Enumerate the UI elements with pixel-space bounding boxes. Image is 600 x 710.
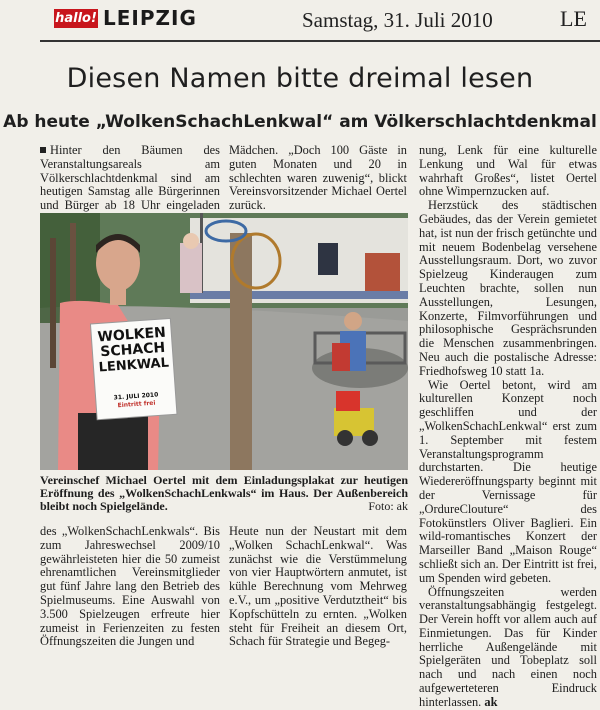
article-text: Heute nun der Neustart mit dem „Wolken SchachLenkwal“. Was zunächst wie die Verstümmelung von vier Hauptwörtern anmutet, ist kühle Berechnung vom Mehrweg e.V., um „positive Verdutztheit“ bis Kopfschütteln zu ernten. „Wolken steht für Freiheit an diesem Ort, Schach für Strategie und Begeg- bbox=[229, 524, 407, 649]
poster-line: WOLKEN bbox=[97, 324, 167, 346]
poster-date: 31. JULI 2010 bbox=[113, 391, 159, 402]
poster-small-text: Eintritt frei bbox=[117, 399, 156, 410]
bullet-icon bbox=[40, 147, 46, 153]
photo-caption bbox=[40, 474, 408, 513]
article-text: des „WolkenSchachLenkwals“. Bis zum Jahreswechsel 2009/10 gewährleisteten hier die 50 zumeist ehrenamtlichen Vereinsmitglieder gut fünf Jahre lang den Betrieb des Spielmuseums. Eine Auswahl von 3.500 Spielzeugen erfreute hier zumeist in Ferienzeiten zu festen Öffnungszeiten die Jungen und bbox=[40, 524, 220, 649]
hallo-logo: hallo! bbox=[55, 11, 97, 26]
article-text: Hinter den Bäumen des Veranstaltungsareals am Völkerschlachtdenkmal sind am heutigen Samstag alle Bürgerinnen und Bürger ab 18 Uhr eingeladen bbox=[40, 143, 220, 213]
author-signoff: ak bbox=[484, 694, 498, 709]
article-text: Mädchen. „Doch 100 Gäste in guten Monaten und 20 in schlechten waren zuwenig“, blickt Vereinsvorsitzender Michael Oertel zurück. bbox=[229, 143, 407, 213]
article-photo bbox=[40, 213, 408, 470]
article-column-1-bottom bbox=[40, 525, 220, 649]
masthead-edge-text: LE bbox=[560, 6, 587, 31]
poster bbox=[91, 317, 178, 418]
issue-date: Samstag, 31. Juli 2010 bbox=[302, 8, 493, 32]
poster-line: LENKWAL bbox=[98, 355, 170, 376]
article-paragraph: Herzstück des städtischen Gebäudes, das der Verein gemietet hat, ist nun der frisch getünchte und mit neuem Bodenbelag versehene Ausstellungsraum. Dort, wo zuvor Spielzeug Kinderaugen zum Leuchten brachte, sollen nun Ausstellungen, Lesungen, Konzerte, Filmvorführungen und philosophische Gesprächsrunden die Menschen zusammenbringen. Neu auch die postalische Adresse: Friedhofsweg 10 statt 1a. bbox=[419, 198, 597, 378]
logo-city: LEIPZIG bbox=[103, 6, 197, 30]
subheadline: Ab heute „WolkenSchachLenkwal“ am Völkerschlachtdenkmal bbox=[3, 112, 597, 132]
article-column-3 bbox=[419, 144, 597, 710]
article-paragraph: Wie Oertel betont, wird am kulturellen Konzept noch geschliffen und der „WolkenSchachLenkwal“ erst zum 1. September mit festem Veranstaltungsprogramm durchstarten. Die heutige Wiedereröffnungsparty beginnt mit der Vernissage für „OrdureClouture“ des Fotokünstlers Oliver Baglieri. Ein wild-romantisches Konzert der Marseiller Band „Maison Rouge“ schließt sich an. Der Eintritt ist frei, um Spenden wird gebeten. bbox=[419, 377, 597, 585]
article-column-2-top bbox=[229, 144, 407, 213]
headline: Diesen Namen bitte dreimal lesen bbox=[66, 63, 534, 94]
poster-line: SCHACH bbox=[99, 339, 166, 361]
article-column-2-bottom bbox=[229, 525, 407, 649]
photo-credit: Foto: ak bbox=[368, 499, 408, 513]
masthead bbox=[0, 0, 600, 46]
masthead-rule bbox=[40, 40, 600, 42]
caption-text: Vereinschef Michael Oertel mit dem Einladungsplakat zur heutigen Eröffnung des „WolkenSchachLenkwals“ im Haus. Der Außenbereich bleibt noch Spielgelände. bbox=[40, 473, 408, 513]
article-paragraph: Öffnungszeiten werden veranstaltungsabhängig festgelegt. Der Verein hofft vor allem auch auf Einmietungen. Das für Kinder herrliche Außengelände mit Spielgeräten und Tobeplatz soll nach und nach einen noch aufgewerteteren Eindruck hinterlassen. bbox=[419, 584, 597, 709]
article-paragraph: nung, Lenk für eine kulturelle Lenkung und Wal für etwas wahrhaft Großes“, listet Oertel ohne Wimpernzucken auf. bbox=[419, 143, 597, 199]
